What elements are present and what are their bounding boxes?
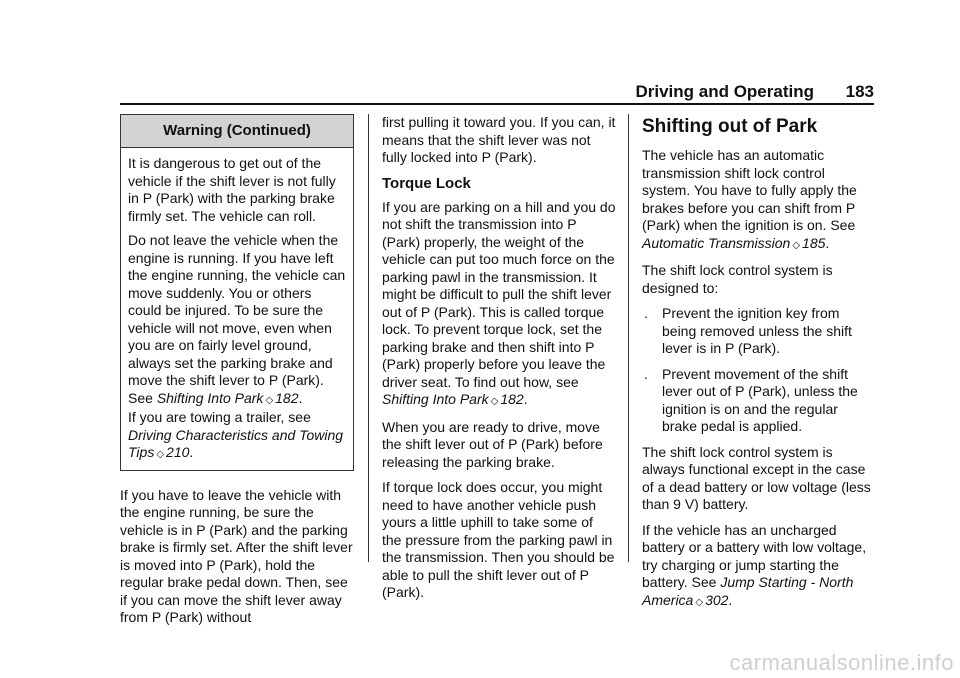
page-header xyxy=(120,82,874,104)
list-item: . Prevent the ignition key from being removed unless the shift lever is in P (Park). xyxy=(644,305,852,356)
watermark: carmanualsonline.info xyxy=(729,650,954,675)
page-ref-number: 302 xyxy=(705,591,729,608)
column-2 xyxy=(382,114,616,610)
page-number: 183 xyxy=(845,82,874,101)
section-title: Driving and Operating xyxy=(635,82,814,101)
warning-paragraph: It is dangerous to get out of the vehicle if the shift lever is not fully in P (Park) with the parking brake firmly set. The vehicle can roll. xyxy=(128,155,336,224)
page-ref-number: 182 xyxy=(275,389,299,406)
page-ref-icon: ◇ xyxy=(695,596,704,608)
page-ref-icon: ◇ xyxy=(490,396,499,407)
warning-body xyxy=(121,148,353,470)
list-item: . Prevent movement of the shift lever out of P (Park), unless the ignition is on and the regular brake pedal is applied. xyxy=(644,365,858,434)
cross-reference-link[interactable]: Automatic Transmission xyxy=(642,234,791,251)
warning-paragraph: Do not leave the vehicle when the engine is running. If you have left the engine running, the vehicle can move suddenly. You or others could be injured. To be sure the vehicle will not move, even when you are on fairly level ground, always set the parking brake and move the shift lever to P (Park). See Shifting Into Park ◇ 182. If you are towing a trailer, see Driving Characteristics and Towing Tips ◇ 210. xyxy=(128,232,346,460)
bullet-icon: . xyxy=(644,305,648,321)
page-ref-icon: ◇ xyxy=(792,239,801,251)
bullet-list xyxy=(642,305,876,436)
body-paragraph: first pulling it toward you. If you can, it means that the shift lever was not fully locked into P (Park). xyxy=(382,114,616,165)
page-ref-number: 210 xyxy=(166,444,190,460)
cross-reference-link[interactable]: Shifting Into Park xyxy=(382,391,489,407)
body-paragraph: If torque lock does occur, you might need to have another vehicle push yours a little uphill to take some of the pressure from the parking pawl in the transmission. Then you should be able to pull the shift lever out of P (Park). xyxy=(382,479,615,600)
body-paragraph: If you have to leave the vehicle with the engine running, be sure the vehicle is in P (Park) and the parking brake is firmly set. After the shift lever is moved into P (Park), hold the regular brake pedal down. Then, see if you can move the shift lever away from P (Park) without xyxy=(120,486,353,625)
column-divider xyxy=(628,114,629,562)
bullet-icon: . xyxy=(644,365,648,382)
cross-reference-link[interactable]: Jump Starting - North America xyxy=(642,574,854,608)
body-paragraph: The vehicle has an automatic transmission shift lock control system. You have to fully apply the brakes before you can shift from P (Park) when the ignition is on. See Automatic Transmission ◇ 185. xyxy=(642,147,857,251)
page-ref-number: 182 xyxy=(500,391,524,407)
warning-title: Warning (Continued) xyxy=(121,115,353,148)
header-rule xyxy=(120,103,874,105)
column-1 xyxy=(120,114,354,635)
body-paragraph: When you are ready to drive, move the shift lever out of P (Park) before releasing the parking brake. xyxy=(382,418,603,470)
body-paragraph: The shift lock control system is designed to: xyxy=(642,262,833,296)
cross-reference-link[interactable]: Shifting Into Park xyxy=(156,389,264,406)
warning-box xyxy=(120,114,354,471)
body-paragraph: If you are parking on a hill and you do not shift the transmission into P (Park) properly, the weight of the vehicle can put too much force on the parking pawl in the transmission. It might be difficult to pull the shift lever out of P (Park). This is called torque lock. To prevent torque lock, set the parking brake and then shift into P (Park) properly before you leave the driver seat. To find out how, see Shifting Into Park ◇ 182. xyxy=(382,198,616,407)
section-heading: Shifting out of Park xyxy=(642,116,818,137)
cross-reference-link[interactable]: Driving Characteristics and Towing Tips xyxy=(128,426,344,460)
page-ref-icon: ◇ xyxy=(156,449,165,460)
body-paragraph: The shift lock control system is always functional except in the case of a dead battery or low voltage (less than 9 V) battery. xyxy=(642,443,871,512)
column-divider xyxy=(368,114,369,562)
page-ref-number: 185 xyxy=(802,234,826,251)
body-paragraph: If the vehicle has an uncharged battery or a battery with low voltage, try charging or jump starting the battery. See Jump Starting - North America ◇ 302. xyxy=(642,521,867,608)
page-ref-icon: ◇ xyxy=(265,394,274,406)
subheading: Torque Lock xyxy=(382,174,471,192)
column-3 xyxy=(642,114,876,619)
